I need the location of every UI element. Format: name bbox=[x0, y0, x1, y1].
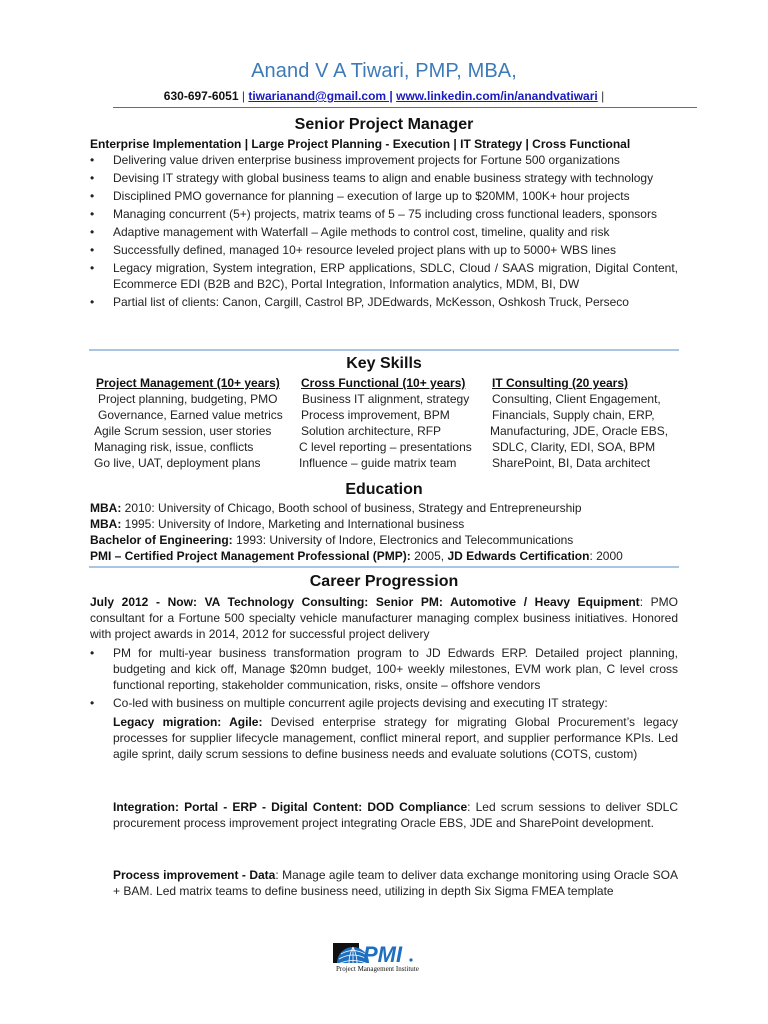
skills-column-cross-functional bbox=[301, 375, 472, 471]
summary-tagline: Enterprise Implementation | Large Project Planning - Execution | IT Strategy | Cross Functional bbox=[90, 137, 631, 151]
skills-column-it-consulting bbox=[492, 375, 668, 471]
degree-detail: 1995: University of Indore, Marketing and International business bbox=[121, 517, 465, 531]
bullet-icon: • bbox=[90, 153, 95, 167]
bullet-icon: • bbox=[90, 189, 95, 203]
logo-caption: Project Management Institute bbox=[336, 965, 419, 973]
skill-item: Managing risk, issue, conflicts bbox=[94, 440, 254, 454]
logo-wordmark: PMI bbox=[363, 942, 403, 967]
skill-item: Process improvement, BPM bbox=[301, 408, 450, 422]
project-entry bbox=[113, 714, 678, 762]
list-item bbox=[90, 188, 678, 204]
role-intro: : PMO consultant for a Fortune 500 specialty vehicle manufacturer managing complex business initiatives. Honored with project awards in 2014, 2012 for successful project delivery bbox=[90, 595, 678, 641]
header-divider bbox=[113, 107, 697, 108]
email-link[interactable]: tiwarianand@gmail.com | bbox=[248, 89, 393, 103]
bullet-text: Devising IT strategy with global business teams to align and enable business strategy with technology bbox=[113, 171, 654, 185]
education-entry bbox=[90, 500, 623, 516]
section-divider bbox=[89, 349, 679, 351]
role-heading: July 2012 - Now: VA Technology Consulting: Senior PM: Automotive / Heavy Equipment bbox=[90, 595, 640, 609]
bullet-text: Co-led with business on multiple concurrent agile projects devising and executing IT strategy: bbox=[113, 696, 608, 710]
summary-title: Senior Project Manager bbox=[294, 116, 474, 133]
certification-detail: : 2000 bbox=[589, 549, 623, 563]
candidate-name: Anand V A Tiwari, PMP, MBA, bbox=[251, 60, 517, 82]
degree-detail: 2010: University of Chicago, Booth school of business, Strategy and Entrepreneurship bbox=[121, 501, 582, 515]
skills-column-heading: Project Management (10+ years) bbox=[96, 376, 280, 390]
bullet-text: Disciplined PMO governance for planning – execution of large up to $20MM, 100K+ hour projects bbox=[113, 189, 630, 203]
degree-label: Bachelor of Engineering: bbox=[90, 533, 233, 547]
list-item bbox=[90, 170, 678, 186]
education-list bbox=[90, 500, 623, 564]
career-title: Career Progression bbox=[309, 573, 459, 590]
bullet-icon: • bbox=[90, 225, 95, 239]
bullet-icon: • bbox=[90, 243, 95, 257]
separator: | bbox=[241, 89, 245, 103]
bullet-text: Successfully defined, managed 10+ resource leveled project plans with up to 5000+ WBS lines bbox=[113, 243, 616, 257]
skill-item: SharePoint, BI, Data architect bbox=[492, 456, 651, 470]
project-label: Integration: Portal - ERP - Digital Content: DOD Compliance bbox=[113, 800, 468, 814]
skill-item: Solution architecture, RFP bbox=[301, 424, 442, 438]
globe-icon bbox=[333, 941, 443, 973]
bullet-icon: • bbox=[90, 696, 95, 710]
education-entry bbox=[90, 516, 623, 532]
summary-bullets bbox=[90, 152, 678, 312]
skill-item: Manufacturing, JDE, Oracle EBS, bbox=[490, 424, 669, 438]
skills-column-heading: Cross Functional (10+ years) bbox=[301, 376, 466, 390]
section-divider bbox=[89, 566, 679, 568]
skill-item: Influence – guide matrix team bbox=[299, 456, 457, 470]
career-bullets bbox=[90, 645, 678, 713]
bullet-text: Managing concurrent (5+) projects, matrix teams of 5 – 75 including cross functional leaders, sponsors bbox=[113, 207, 657, 221]
skill-item: Project planning, budgeting, PMO bbox=[98, 392, 278, 406]
degree-label: MBA: bbox=[90, 501, 122, 515]
linkedin-link[interactable]: www.linkedin.com/in/anandvatiwari bbox=[396, 89, 598, 103]
certification-label: JD Edwards Certification bbox=[447, 549, 590, 563]
project-label: Legacy migration: Agile: bbox=[113, 715, 263, 729]
list-item bbox=[90, 152, 678, 168]
education-entry bbox=[90, 532, 623, 548]
list-item bbox=[90, 242, 678, 258]
separator: | bbox=[601, 89, 605, 103]
bullet-icon: • bbox=[90, 646, 95, 660]
bullet-text: Delivering value driven enterprise business improvement projects for Fortune 500 organizations bbox=[113, 153, 620, 167]
skill-item: Business IT alignment, strategy bbox=[302, 392, 470, 406]
bullet-text: PM for multi-year business transformation program to JD Edwards ERP. Detailed project planning, budgeting and kick off, Manage $20mn budget, 100+ weekly milestones, EVM work plan, C level cross functional reporting, stakeholder communication, risks, onsite – offshore vendors bbox=[113, 646, 678, 692]
bullet-icon: • bbox=[90, 261, 95, 275]
list-item bbox=[90, 260, 678, 292]
list-item bbox=[90, 695, 678, 711]
skills-column-heading: IT Consulting (20 years) bbox=[492, 376, 629, 390]
degree-detail: 1993: University of Indore, Electronics and Telecommunications bbox=[232, 533, 574, 547]
skill-item: C level reporting – presentations bbox=[299, 440, 472, 454]
skill-item: Governance, Earned value metrics bbox=[98, 408, 283, 422]
contact-line bbox=[0, 89, 768, 103]
list-item bbox=[90, 206, 678, 222]
education-title: Education bbox=[345, 481, 423, 498]
phone-number: 630-697-6051 bbox=[163, 89, 239, 103]
education-entry bbox=[90, 548, 623, 564]
project-entry bbox=[113, 799, 678, 831]
project-detail: Devised enterprise strategy for migrating Global Procurement’s legacy processes for supplier lifecycle management, conflict mineral report, and supplier performance KPIs. Led agile sprint, daily scrum sessions to define business needs and evaluate solutions (COTS, custom) bbox=[113, 715, 679, 761]
project-label: Process improvement - Data bbox=[113, 868, 276, 882]
project-entry bbox=[113, 867, 678, 899]
list-item bbox=[90, 224, 678, 240]
career-role-summary bbox=[90, 594, 678, 642]
degree-label: MBA: bbox=[90, 517, 122, 531]
project-detail: : Manage agile team to deliver data exchange monitoring using Oracle SOA + BAM. Led matrix teams to define business need, utilizing in depth Six Sigma FMEA template bbox=[113, 868, 679, 898]
skills-column-project-management bbox=[96, 375, 283, 471]
bullet-icon: • bbox=[90, 207, 95, 221]
skill-item: Financials, Supply chain, ERP, bbox=[492, 408, 655, 422]
pmi-logo bbox=[333, 941, 443, 973]
list-item bbox=[90, 645, 678, 693]
certification-detail: 2005, bbox=[410, 549, 448, 563]
list-item bbox=[90, 294, 678, 310]
skills-title: Key Skills bbox=[346, 355, 422, 372]
bullet-text: Partial list of clients: Canon, Cargill, Castrol BP, JDEdwards, McKesson, Oshkosh Truck, Perseco bbox=[113, 295, 629, 309]
skill-item: Consulting, Client Engagement, bbox=[492, 392, 661, 406]
bullet-text: Legacy migration, System integration, ERP applications, SDLC, Cloud / SAAS migration, Digital Content, Ecommerce EDI (B2B and B2C), Portal Integration, Information analytics, MDM, BI, DW bbox=[113, 261, 678, 291]
bullet-text: Adaptive management with Waterfall – Agile methods to control cost, timeline, quality and risk bbox=[113, 225, 610, 239]
certification-label: PMI – Certified Project Management Professional (PMP): bbox=[90, 549, 411, 563]
skill-item: SDLC, Clarity, EDI, SOA, BPM bbox=[492, 440, 656, 454]
bullet-icon: • bbox=[90, 171, 95, 185]
project-detail: : Led scrum sessions to deliver SDLC procurement process improvement project integrating Oracle EBS, JDE and SharePoint development. bbox=[113, 800, 678, 830]
bullet-icon: • bbox=[90, 295, 95, 309]
skill-item: Agile Scrum session, user stories bbox=[94, 424, 272, 438]
skill-item: Go live, UAT, deployment plans bbox=[94, 456, 261, 470]
